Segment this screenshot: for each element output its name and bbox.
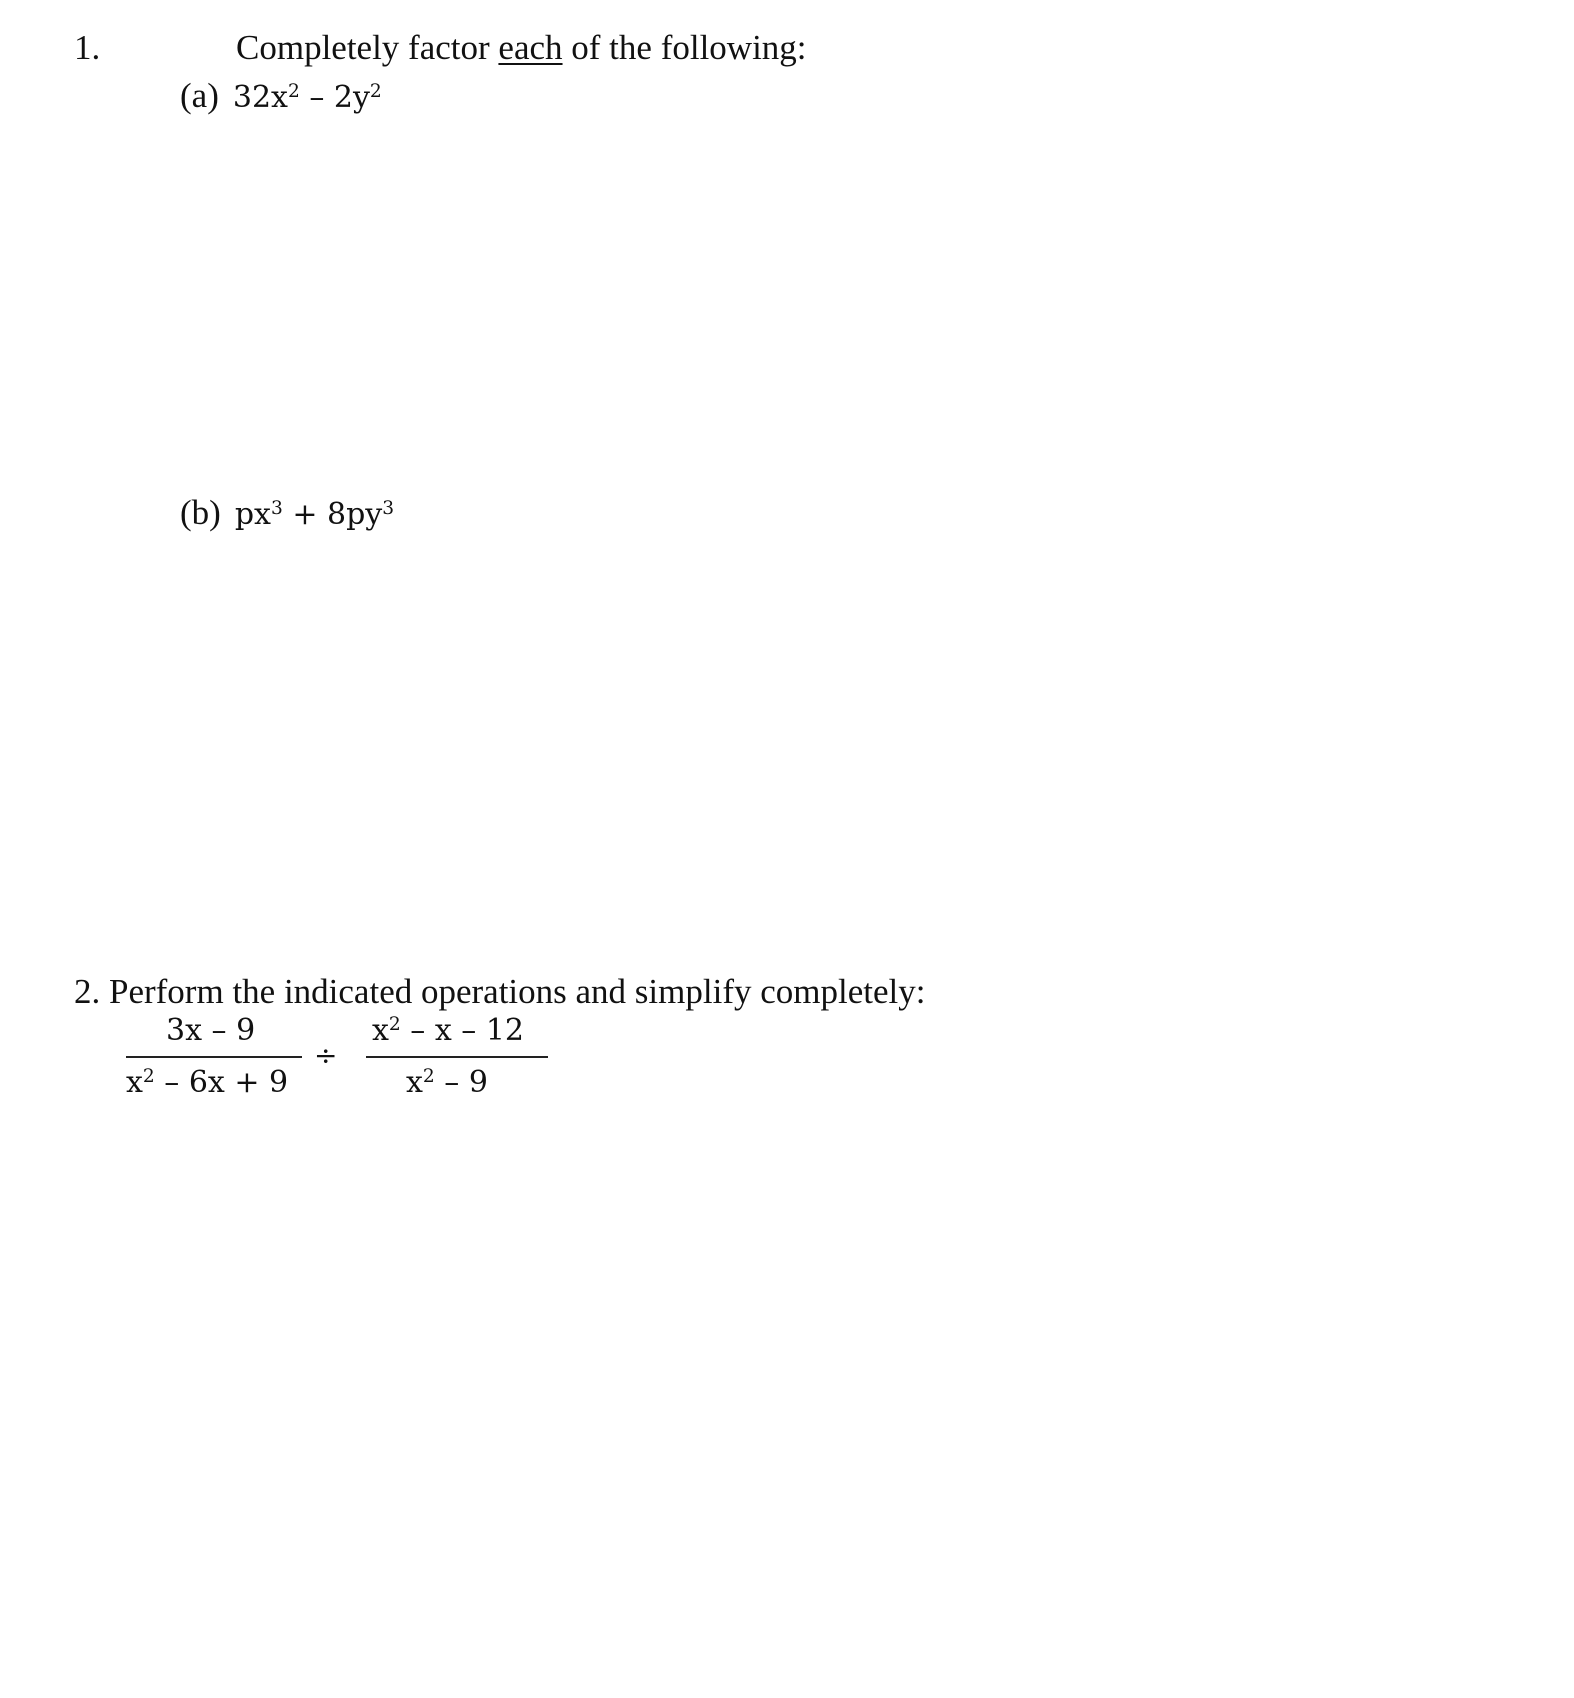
q2-instruction: 2. Perform the indicated operations and simplify completely: — [74, 972, 926, 1011]
q2-frac1-bar — [126, 1056, 302, 1058]
q2-divide-operator: ÷ — [314, 1039, 338, 1072]
q1-instruction-pre: Completely factor — [236, 28, 490, 67]
q2-frac2-denominator: $x^2 - 9$ — [406, 1065, 488, 1100]
q1-instruction-emph: each — [498, 28, 563, 67]
q1a-item — [180, 78, 382, 113]
q1-number: 1. — [74, 28, 101, 67]
q1a-label: (a) — [180, 76, 219, 115]
q2-frac1-numerator: 3x – 9 — [166, 1013, 256, 1048]
q1b-expression: $px^3 + 8py^3$ — [234, 497, 395, 532]
q1b-label: (b) — [180, 493, 221, 532]
q1a-expression: $32x^2 - 2y^2$ — [232, 80, 382, 115]
q2-frac2-numerator: $x^2$ – x – 12 — [372, 1013, 525, 1048]
q1b-item — [180, 495, 394, 530]
q1-instruction — [236, 30, 807, 65]
q2-frac2-bar — [366, 1056, 548, 1058]
q2-frac1-denominator: $x^2 - 6x + 9$ — [126, 1065, 289, 1100]
q1-instruction-post: of the following: — [571, 28, 807, 67]
